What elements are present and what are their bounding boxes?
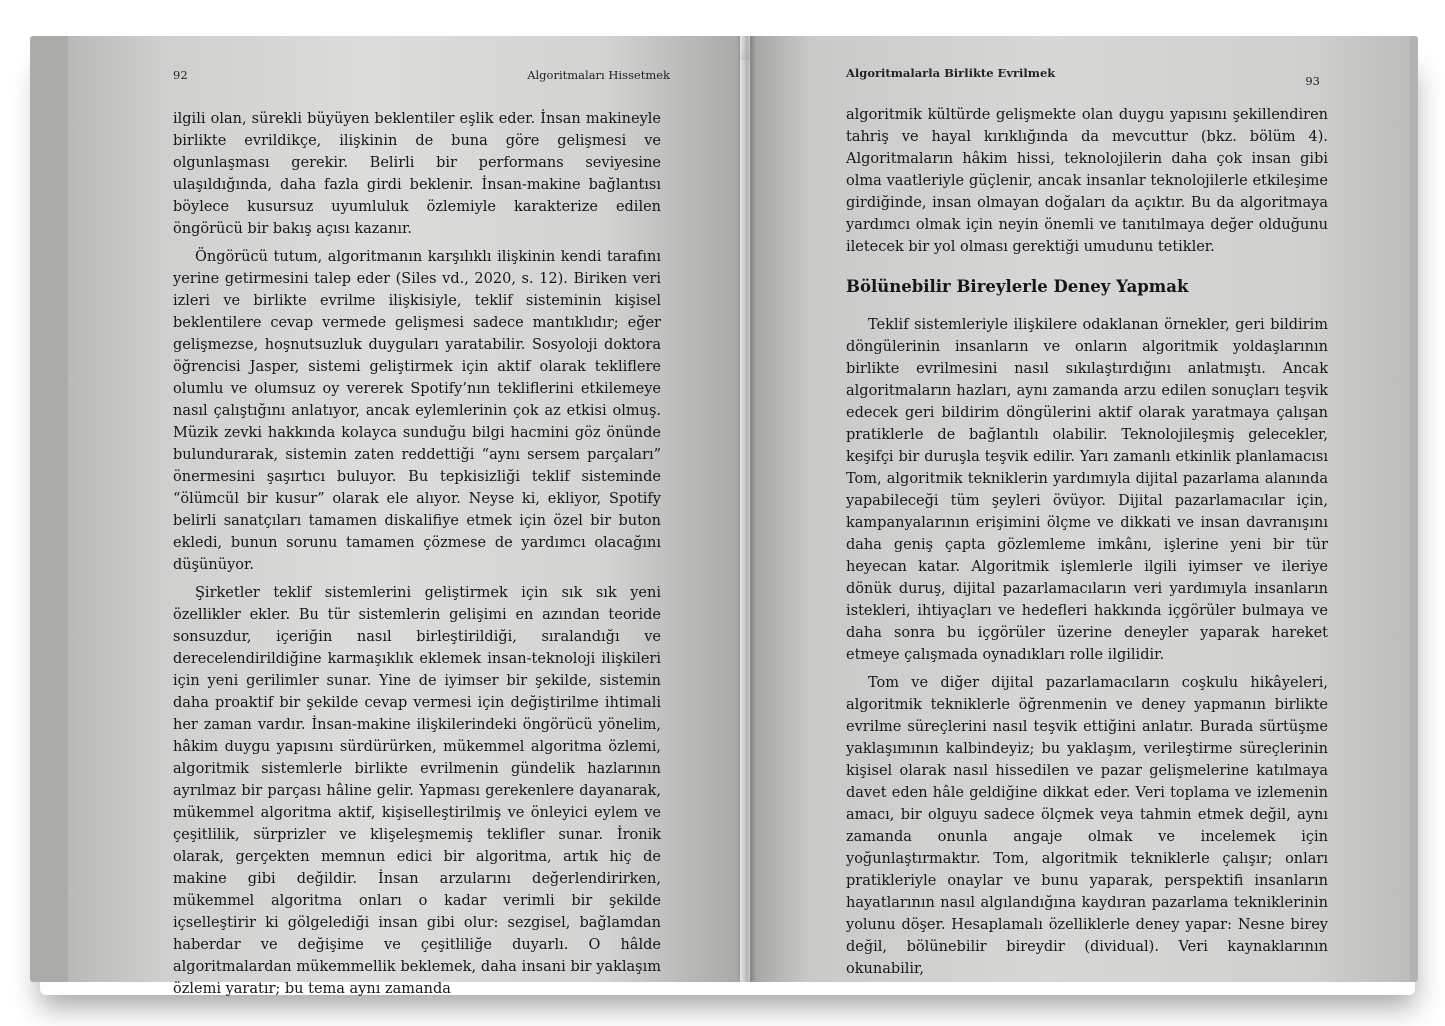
left-page (68, 36, 740, 997)
left-running-head: Algoritmaları Hissetmek (527, 68, 670, 82)
left-page-number: 92 (173, 68, 188, 82)
book-gutter (736, 36, 756, 982)
left-body-text (173, 108, 661, 1006)
section-heading: Bölünebilir Bireylerle Deney Yapmak (846, 277, 1189, 296)
right-page (750, 36, 1410, 982)
right-paragraph-2: Tom ve diğer dijital pazarlamacıların coşkulu hikâyeleri, algoritmik tekniklerle öğrenmenin ve deney yapmanın birlikte evrilme süreçlerini nasıl teşvik ettiğini anlatır. Burada sürtüşme yaklaşımının kalbindeyiz; bu yaklaşım, verileştirme süreçlerinin kişisel olarak nasıl hissedilen ve pazar gelişmelerine katılmaya davet eden hâle geldiğine dikkat eder. Veri toplama ve izlemenin amacı, bir olguyu sadece ölçmek veya tahmin etmek değil, aynı zamanda onunla angaje olmak ve incelemek için yoğunlaştırmaktır. Tom, algoritmik tekniklerle çalışır; onları pratikleriyle onaylar ve bunu yaparak, perspektifi insanların hayatlarının nasıl algılandığına kaydıran pazarlama tekniklerinin yolunu döşer. Hesaplamalı özelliklerle deney yapar: Nesne birey değil, bölünebilir bireydir (dividual). Veri kaynaklarının okunabilir, (846, 675, 1328, 977)
right-page-number: 93 (1305, 74, 1320, 88)
right-body-text (846, 104, 1328, 986)
right-paragraph-continued: algoritmik kültürde gelişmekte olan duygu yapısını şekillendiren tahriş ve hayal kırıklığında da mevcuttur (bkz. bölüm 4). Algoritmaların hâkim hissi, teknolojilerin daha çok insan gibi olma vaatleriyle güçlenir, ancak insanlar teknolojilerle etkileşime girdiğinde, insan olmayan doğaları da açıktır. Bu da algoritmaya yardımcı olmak için neyin önemli ve tanıtılmaya değer olduğunu iletecek bir yol olması gerektiği umudunu tetikler. (846, 107, 1328, 255)
right-paragraph-1: Teklif sistemleriyle ilişkilere odaklanan örnekler, geri bildirim döngülerinin insanların ve onların algoritmik yoldaşlarının birlikte evrilmesini nasıl sıkılaştırdığını anlatmıştı. Ancak algoritmaların hazları, aynı zamanda arzu edilen sonuçları teşvik edecek geri bildirim döngülerini aktif olarak yaratmaya çalışan pratiklerle de bağlantılı olabilir. Teknolojileşmiş gelecekler, keşifçi bir duruşla teşvik edilir. Yarı zamanlı etkinlik planlamacısı Tom, algoritmik tekniklerin yardımıyla dijital pazarlama alanında yapabileceği tüm şeyleri övüyor. Dijital pazarlamacılar için, kampanyalarının erişimini ölçme ve dikkati ve insan davranışını daha geniş çapta gözlemleme imkânı, işlerine yeni bir tür heyecan katar. Algoritmik işlemlerle ilgili iyimser ve ileriye dönük duruş, dijital pazarlamacıların veri yardımıyla insanların istekleri, ihtiyaçları ve hedefleri hakkında içgörüler bulmaya ve daha sonra bu içgörüler üzerine deneyler yaparak hareket etmeye çalışmada oynadıkları rolle ilgilidir. (846, 317, 1328, 663)
left-paragraph-3: Şirketler teklif sistemlerini geliştirmek için sık sık yeni özellikler ekler. Bu tür sistemlerin gelişimi en azından teoride sonsuzdur, içeriğin nasıl birleştirildiği, sıralandığı ve derecelendirildiğine karmaşıklık eklemek insan-teknoloji ilişkileri için yeni gerilimler sunar. Yine de iyimser bir şekilde, sistemin daha proaktif bir şekilde cevap vermesi için değiştirilme ihtimali her zaman vardır. İnsan-makine ilişkilerindeki öngörücü yönelim, hâkim duygu yapısını sürdürürken, mükemmel algoritma özlemi, algoritmik sistemlerle birlikte evrilmenin gündelik hazlarının ayrılmaz bir parçası hâline gelir. Yapması gerekenlere dayanarak, mükemmel algoritma aktif, kişiselleştirilmiş ve önleyici eylem ve çeşitlilik, sürprizler ve klişeleşmemiş teklifler sunar. İronik olarak, gerçekten memnun edici bir algoritma, artık hiç de makine gibi değildir. İnsan arzularını değerlendirirken, mükemmel algoritma onları o kadar verimli bir şekilde içselleştirir ki gölgelediği insan gibi olur: sezgisel, bağlamdan haberdar ve değişime ve çeşitliliğe duyarlı. O hâlde algoritmalardan mükemmellik beklemek, daha insani bir yaklaşım özlemi yaratır; bu tema aynı zamanda (173, 585, 661, 997)
left-paragraph-1: ilgili olan, sürekli büyüyen beklentiler eşlik eder. İnsan makineyle birlikte evrildikçe, ilişkinin de buna göre gelişmesi ve olgunlaşması gerekir. Belirli bir performans seviyesine ulaşıldığında, daha fazla girdi beklenir. İnsan-makine bağlantısı böylece kusursuz uyumluluk özlemiyle karakterize edilen öngörücü bir bakış açısı kazanır. (173, 111, 661, 237)
left-paragraph-2: Öngörücü tutum, algoritmanın karşılıklı ilişkinin kendi tarafını yerine getirmesini talep eder (Siles vd., 2020, s. 12). Biriken veri izleri ve birlikte evrilme ilişkisiyle, teklif sisteminin kişisel beklentilere cevap vermede gelişmesi sadece mantıklıdır; eğer gelişmezse, hoşnutsuzluk duyguları yaratabilir. Sosyoloji doktora öğrencisi Jasper, sistemi geliştirmek için aktif olarak tekliflere olumlu ve olumsuz oy vererek Spotify’nın tekliflerini etkilemeye nasıl çalıştığını anlatıyor, ancak eylemlerinin çok az etkisi olmuş. Müzik zevki hakkında kolayca sunduğu bilgi hacmini göz önünde bulundurarak, sistemin zaten reddettiği “aynı sersem parçaları” önermesini şaşırtıcı buluyor. Bu tepkisizliği teklif sisteminde “ölümcül bir kusur” olarak ele alıyor. Neyse ki, ekliyor, Spotify belirli sanatçıları tamamen diskalifiye etmek için özel bir buton ekledi, bunun sorunu tamamen çözmese de yardımcı olacağını düşünüyor. (173, 249, 661, 573)
right-running-head: Algoritmalarla Birlikte Evrilmek (846, 66, 1056, 80)
